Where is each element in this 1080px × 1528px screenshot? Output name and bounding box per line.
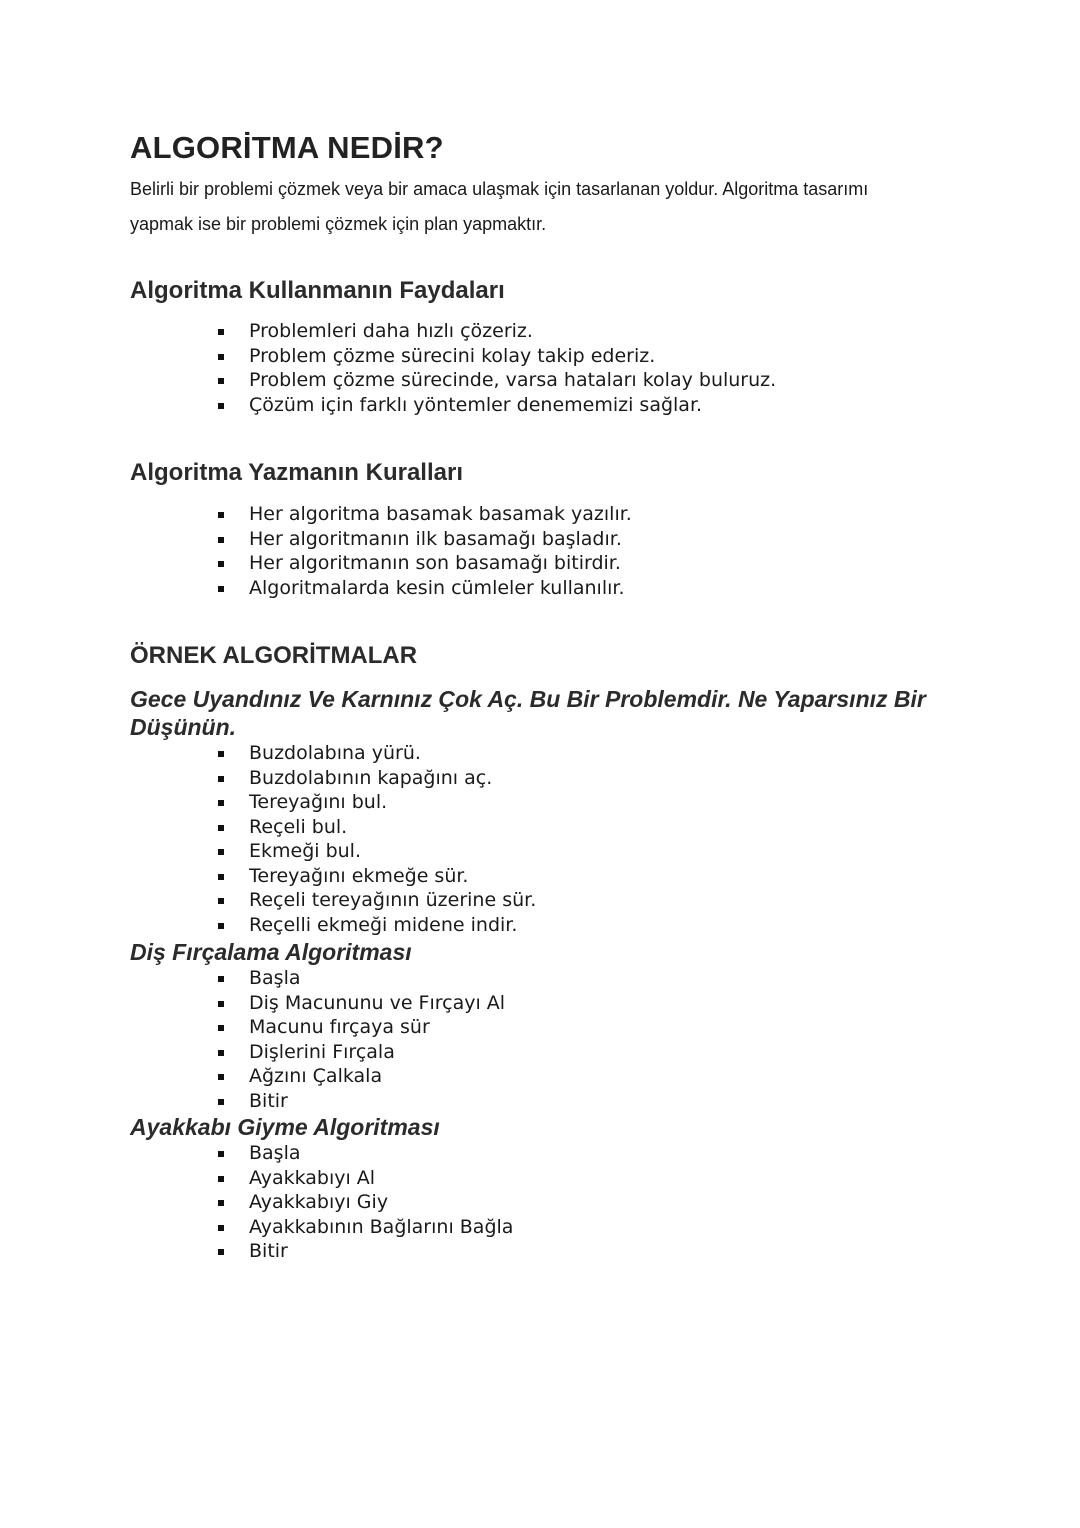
square-bullet-icon xyxy=(218,1025,224,1031)
list-item-text: Reçeli tereyağının üzerine sür. xyxy=(249,889,537,911)
list-item xyxy=(130,551,930,576)
teeth-heading: Diş Fırçalama Algoritması xyxy=(130,939,412,965)
intro-paragraph: Belirli bir problemi çözmek veya bir amaca ulaşmak için tasarlanan yoldur. Algoritma tasarımı yapmak ise bir problemi çözmek için plan yapmaktır. xyxy=(130,179,869,234)
list-item-text: Reçeli bul. xyxy=(249,815,348,838)
list-item-text: Problem çözme sürecinde, varsa hataları kolay buluruz. xyxy=(249,369,777,391)
list-item xyxy=(130,839,930,864)
list-item-text: Dişlerini Fırçala xyxy=(249,1040,395,1063)
square-bullet-icon xyxy=(218,776,224,782)
list-item xyxy=(130,1239,930,1264)
square-bullet-icon xyxy=(218,800,224,806)
square-bullet-icon xyxy=(218,1050,224,1056)
square-bullet-icon xyxy=(218,1151,224,1157)
list-item-text: Problem çözme sürecini kolay takip ederiz. xyxy=(249,344,656,367)
list-item xyxy=(130,1040,930,1065)
list-item-text: Algoritmalarda kesin cümleler kullanılır. xyxy=(249,576,625,599)
list-item-text: Ayakkabıyı Al xyxy=(249,1166,376,1189)
list-item xyxy=(130,1015,930,1040)
square-bullet-icon xyxy=(218,1001,224,1007)
hungry-list-block xyxy=(130,741,930,937)
list-item xyxy=(130,319,930,344)
list-item xyxy=(130,1064,930,1089)
list-item xyxy=(130,344,930,369)
teeth-section xyxy=(130,938,930,966)
list-item-text: Ayakkabının Bağlarını Bağla xyxy=(249,1215,514,1238)
list-item-text: Bitir xyxy=(249,1089,288,1112)
list-item xyxy=(130,913,930,938)
list-item xyxy=(130,741,930,766)
list-item-text: Çözüm için farklı yöntemler denememizi sağlar. xyxy=(249,393,703,416)
square-bullet-icon xyxy=(218,898,224,904)
list-item-text: Tereyağını ekmeğe sür. xyxy=(249,864,469,887)
examples-section xyxy=(130,642,930,670)
square-bullet-icon xyxy=(218,1249,224,1255)
benefits-section xyxy=(130,277,930,305)
list-item-text: Tereyağını bul. xyxy=(249,791,388,813)
benefits-list xyxy=(130,319,930,417)
list-item-text: Buzdolabına yürü. xyxy=(249,742,421,764)
list-item xyxy=(130,1190,930,1215)
list-item-text: Her algoritmanın ilk basamağı başladır. xyxy=(249,527,622,550)
list-item xyxy=(130,991,930,1016)
list-item xyxy=(130,1089,930,1114)
rules-heading: Algoritma Yazmanın Kuralları xyxy=(130,459,463,486)
shoes-list xyxy=(130,1141,930,1264)
intro-block xyxy=(130,172,930,242)
list-item-text: Ekmeği bul. xyxy=(249,840,362,862)
list-item xyxy=(130,1215,930,1240)
list-item xyxy=(130,790,930,815)
square-bullet-icon xyxy=(218,329,224,335)
benefits-heading: Algoritma Kullanmanın Faydaları xyxy=(130,277,505,304)
hungry-section xyxy=(130,685,930,741)
list-item-text: Başla xyxy=(249,967,301,989)
benefits-list-block xyxy=(130,319,930,417)
list-item-text: Macunu fırçaya sür xyxy=(249,1016,430,1038)
square-bullet-icon xyxy=(218,1200,224,1206)
list-item xyxy=(130,368,930,393)
list-item xyxy=(130,888,930,913)
shoes-section xyxy=(130,1113,930,1141)
square-bullet-icon xyxy=(218,378,224,384)
list-item xyxy=(130,576,930,601)
title-block xyxy=(130,130,930,166)
square-bullet-icon xyxy=(218,561,224,567)
hungry-list xyxy=(130,741,930,937)
list-item xyxy=(130,1141,930,1166)
list-item-text: Ayakkabıyı Giy xyxy=(249,1191,389,1213)
page-title: ALGORİTMA NEDİR? xyxy=(130,130,444,165)
examples-heading: ÖRNEK ALGORİTMALAR xyxy=(130,642,418,669)
square-bullet-icon xyxy=(218,849,224,855)
square-bullet-icon xyxy=(218,1099,224,1105)
hungry-heading: Gece Uyandınız Ve Karnınız Çok Aç. Bu Bir Problemdir. Ne Yaparsınız Bir Düşünün. xyxy=(130,686,926,740)
square-bullet-icon xyxy=(218,403,224,409)
list-item-text: Bitir xyxy=(249,1240,288,1262)
teeth-list-block xyxy=(130,966,930,1113)
square-bullet-icon xyxy=(218,537,224,543)
list-item xyxy=(130,393,930,418)
square-bullet-icon xyxy=(218,1225,224,1231)
square-bullet-icon xyxy=(218,354,224,360)
rules-section xyxy=(130,459,930,487)
list-item xyxy=(130,864,930,889)
list-item xyxy=(130,502,930,527)
shoes-heading: Ayakkabı Giyme Algoritması xyxy=(130,1114,440,1140)
square-bullet-icon xyxy=(218,512,224,518)
list-item xyxy=(130,527,930,552)
square-bullet-icon xyxy=(218,923,224,929)
square-bullet-icon xyxy=(218,751,224,757)
list-item-text: Reçelli ekmeği midene indir. xyxy=(249,913,518,936)
shoes-list-block xyxy=(130,1141,930,1264)
square-bullet-icon xyxy=(218,1176,224,1182)
list-item xyxy=(130,1166,930,1191)
list-item xyxy=(130,966,930,991)
list-item xyxy=(130,766,930,791)
list-item-text: Her algoritma basamak basamak yazılır. xyxy=(249,503,632,525)
list-item-text: Problemleri daha hızlı çözeriz. xyxy=(249,320,533,342)
rules-list-block xyxy=(130,502,930,600)
square-bullet-icon xyxy=(218,976,224,982)
square-bullet-icon xyxy=(218,874,224,880)
square-bullet-icon xyxy=(218,825,224,831)
rules-list xyxy=(130,502,930,600)
list-item-text: Her algoritmanın son basamağı bitirdir. xyxy=(249,552,621,574)
list-item-text: Diş Macununu ve Fırçayı Al xyxy=(249,991,506,1014)
list-item-text: Buzdolabının kapağını aç. xyxy=(249,766,493,789)
teeth-list xyxy=(130,966,930,1113)
square-bullet-icon xyxy=(218,586,224,592)
list-item-text: Ağzını Çalkala xyxy=(249,1065,383,1087)
list-item-text: Başla xyxy=(249,1142,301,1164)
list-item xyxy=(130,815,930,840)
square-bullet-icon xyxy=(218,1074,224,1080)
